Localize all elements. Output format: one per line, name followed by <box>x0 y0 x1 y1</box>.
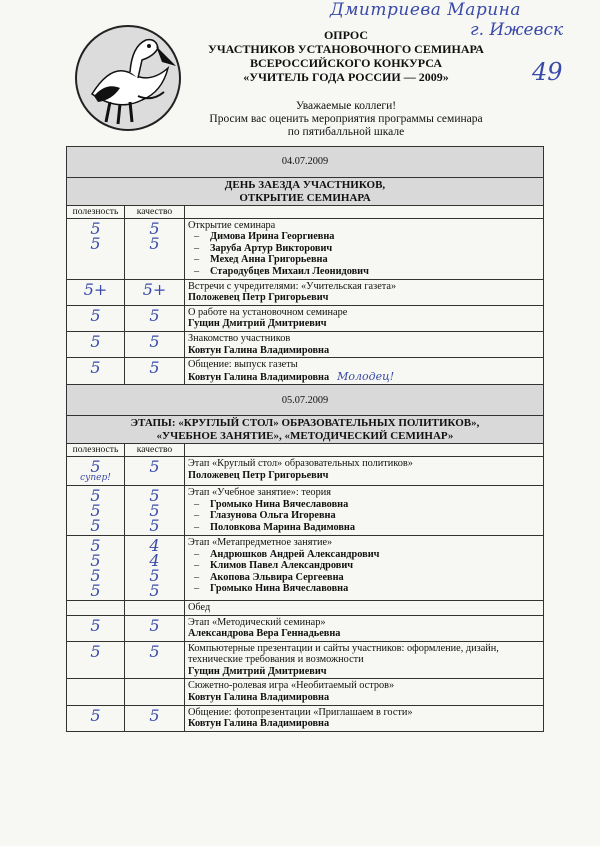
survey-table <box>66 146 544 732</box>
quality-score <box>125 535 185 600</box>
score-value: 5 <box>90 535 101 555</box>
usefulness-score <box>67 358 125 385</box>
usefulness-score <box>67 331 125 357</box>
speaker-name: – Акопова Эльвира Сергеевна <box>194 572 540 584</box>
speaker-name-text: Ковтун Галина Владимировна <box>188 718 330 730</box>
day-title <box>67 416 544 444</box>
speaker-name-text: Александрова Вера Геннадьевна <box>188 628 341 640</box>
usefulness-score <box>67 279 125 305</box>
score-value: 5 <box>149 218 160 238</box>
score-value: 5 <box>149 358 160 378</box>
event-info <box>185 485 544 535</box>
quality-score <box>125 705 185 731</box>
speaker-name <box>188 628 540 640</box>
event-row <box>67 331 544 357</box>
event-title: Этап «Методический семинар» <box>188 616 326 628</box>
event-info <box>185 305 544 331</box>
event-info <box>185 679 544 705</box>
score-value: 5 <box>149 305 160 325</box>
speaker-name <box>188 692 540 704</box>
header-line: «УЧИТЕЛЬ ГОДА РОССИИ — 2009» <box>243 70 449 84</box>
day-title-line: ОТКРЫТИЕ СЕМИНАРА <box>239 191 371 204</box>
event-info <box>185 535 544 600</box>
usefulness-score <box>67 705 125 731</box>
speaker-name-text: Положевец Петр Григорьевич <box>188 469 329 481</box>
intro-greeting: Уважаемые коллеги! <box>295 100 397 112</box>
event-info <box>185 600 544 615</box>
intro-request: Просим вас оценить мероприятия программы семинара <box>209 113 483 125</box>
header-line: ОПРОС <box>323 28 369 42</box>
day-date: 05.07.2009 <box>281 394 329 406</box>
score-value: 5+ <box>142 279 167 299</box>
usefulness-score <box>67 305 125 331</box>
speaker-name-text: Гущин Дмитрий Дмитриевич <box>188 665 327 677</box>
usefulness-score <box>67 615 125 641</box>
handwritten-page-number: 49 <box>532 58 563 86</box>
score-value: 5+ <box>83 279 108 299</box>
speaker-name-text: Гущин Дмитрий Дмитриевич <box>188 318 327 330</box>
speaker-name <box>188 292 540 304</box>
event-info <box>185 331 544 357</box>
speaker-name: – Димова Ирина Георгиевна <box>194 231 540 243</box>
score-value: 5 <box>149 456 160 476</box>
speaker-name: – Половкова Марина Вадимовна <box>194 522 540 534</box>
column-event <box>185 206 544 219</box>
score-value: 5 <box>149 565 160 585</box>
quality-score <box>125 456 185 485</box>
header-line: УЧАСТНИКОВ УСТАНОВОЧНОГО СЕМИНАРА <box>208 42 484 56</box>
score-value: 5 <box>90 705 101 725</box>
score-value: 4 <box>149 550 160 570</box>
column-event <box>185 444 544 457</box>
score-value: 5 <box>149 580 160 600</box>
speaker-name: – Громыко Нина Вячеславовна <box>194 499 540 511</box>
day-title-line: «УЧЕБНОЕ ЗАНЯТИЕ», «МЕТОДИЧЕСКИЙ СЕМИНАР» <box>156 429 454 442</box>
column-quality: качество <box>125 444 185 457</box>
score-value: 5 <box>90 550 101 570</box>
speaker-name-text: Положевец Петр Григорьевич <box>188 292 329 304</box>
survey-header <box>186 28 506 84</box>
quality-score <box>125 679 185 705</box>
speaker-name: – Мехед Анна Григорьевна <box>194 254 540 266</box>
quality-score <box>125 305 185 331</box>
date-row <box>67 147 544 178</box>
score-value: 5 <box>90 485 101 505</box>
score-value: 5 <box>90 331 101 351</box>
column-header-row <box>67 444 544 457</box>
event-title: Этап «Круглый стол» образовательных политиков» <box>188 457 413 469</box>
usefulness-score <box>67 456 125 485</box>
day-title-line: ДЕНЬ ЗАЕЗДА УЧАСТНИКОВ, <box>224 179 386 191</box>
event-row <box>67 615 544 641</box>
score-value: 5 <box>149 705 160 725</box>
event-row <box>67 279 544 305</box>
speaker-name: – Громыко Нина Вячеславовна <box>194 583 540 595</box>
score-value: 5 <box>149 485 160 505</box>
score-value: 5 <box>90 565 101 585</box>
event-title: О работе на установочном семинаре <box>188 306 348 318</box>
event-row <box>67 641 544 679</box>
event-title: Встречи с учредителями: «Учительская газета» <box>188 280 397 292</box>
score-value: 5 <box>90 218 101 238</box>
usefulness-score <box>67 485 125 535</box>
score-note: супер! <box>80 472 111 483</box>
day-date: 04.07.2009 <box>281 156 329 168</box>
event-info <box>185 456 544 485</box>
score-value: 5 <box>149 615 160 635</box>
score-value: 5 <box>149 515 160 535</box>
quality-score <box>125 615 185 641</box>
speaker-name <box>188 718 540 730</box>
day-title-row <box>67 178 544 206</box>
handwritten-city: г. Ижевск <box>470 20 564 40</box>
event-row <box>67 705 544 731</box>
speaker-name: – Заруба Артур Викторович <box>194 243 540 255</box>
event-info <box>185 358 544 385</box>
intro-text <box>186 100 506 139</box>
score-value: 4 <box>149 535 160 555</box>
event-info <box>185 279 544 305</box>
score-value: 5 <box>149 233 160 253</box>
quality-score <box>125 331 185 357</box>
event-row <box>67 305 544 331</box>
day-title <box>67 178 544 206</box>
speaker-name <box>188 345 540 357</box>
date-cell <box>67 147 544 178</box>
speaker-name <box>188 318 540 330</box>
event-info <box>185 218 544 279</box>
speaker-list <box>188 499 540 534</box>
score-value: 5 <box>90 615 101 635</box>
speaker-name: – Глазунова Ольга Игоревна <box>194 510 540 522</box>
date-row <box>67 385 544 416</box>
quality-score <box>125 358 185 385</box>
quality-score <box>125 279 185 305</box>
event-row <box>67 679 544 705</box>
event-title: Открытие семинара <box>188 219 276 231</box>
speaker-name <box>188 666 540 678</box>
score-value: 5 <box>149 331 160 351</box>
date-cell <box>67 385 544 416</box>
event-row <box>67 600 544 615</box>
usefulness-score <box>67 535 125 600</box>
score-value: 5 <box>149 641 160 661</box>
quality-score <box>125 218 185 279</box>
event-title: Обед <box>188 601 211 613</box>
event-row <box>67 485 544 535</box>
handwritten-note: Молодец! <box>337 369 395 383</box>
quality-score <box>125 485 185 535</box>
event-info <box>185 615 544 641</box>
speaker-list <box>188 231 540 277</box>
score-value: 5 <box>90 641 101 661</box>
event-title: Сюжетно-ролевая игра «Необитаемый остров» <box>188 680 395 692</box>
day-title-row <box>67 416 544 444</box>
event-title: Этап «Метапредметное занятие» <box>188 536 333 548</box>
pelican-logo <box>72 22 184 134</box>
speaker-name <box>188 371 540 384</box>
score-value: 5 <box>149 500 160 520</box>
event-row <box>67 535 544 600</box>
event-row <box>67 218 544 279</box>
score-value: 5 <box>90 515 101 535</box>
score-value: 5 <box>90 358 101 378</box>
event-info <box>185 641 544 679</box>
usefulness-score <box>67 641 125 679</box>
column-header-row <box>67 206 544 219</box>
quality-score <box>125 641 185 679</box>
speaker-name: – Стародубцев Михаил Леонидович <box>194 266 540 278</box>
usefulness-score <box>67 218 125 279</box>
column-quality: качество <box>125 206 185 219</box>
event-title: Компьютерные презентации и сайты участников: оформление, дизайн, технические требования и возможности <box>188 642 499 666</box>
event-row <box>67 358 544 385</box>
score-value: 5 <box>90 580 101 600</box>
speaker-name: – Андрюшков Андрей Александрович <box>194 549 540 561</box>
event-title: Общение: фотопрезентации «Приглашаем в гости» <box>188 706 413 718</box>
header-line: ВСЕРОССИЙСКОГО КОНКУРСА <box>249 56 443 70</box>
speaker-name-text: Ковтун Галина Владимировна <box>188 344 330 356</box>
event-title: Знакомство участников <box>188 332 291 344</box>
event-title: Этап «Учебное занятие»: теория <box>188 486 331 498</box>
speaker-name-text: Ковтун Галина Владимировна <box>188 371 330 383</box>
quality-score <box>125 600 185 615</box>
score-value: 5 <box>90 305 101 325</box>
score-value: 5 <box>90 456 101 476</box>
event-row <box>67 456 544 485</box>
speaker-list <box>188 549 540 595</box>
event-title: Общение: выпуск газеты <box>188 359 298 371</box>
column-usefulness: полезность <box>67 206 125 219</box>
day-title-line: ЭТАПЫ: «КРУГЛЫЙ СТОЛ» ОБРАЗОВАТЕЛЬНЫХ ПОЛИТИКОВ», <box>130 417 480 430</box>
handwritten-name: Дмитриева Марина <box>330 0 522 20</box>
event-info <box>185 705 544 731</box>
speaker-name-text: Ковтун Галина Владимировна <box>188 692 330 704</box>
column-usefulness: полезность <box>67 444 125 457</box>
speaker-name <box>188 470 540 482</box>
intro-request: по пятибалльной шкале <box>287 126 405 138</box>
usefulness-score <box>67 600 125 615</box>
usefulness-score <box>67 679 125 705</box>
score-value: 5 <box>90 233 101 253</box>
speaker-name: – Климов Павел Александрович <box>194 560 540 572</box>
score-value: 5 <box>90 500 101 520</box>
